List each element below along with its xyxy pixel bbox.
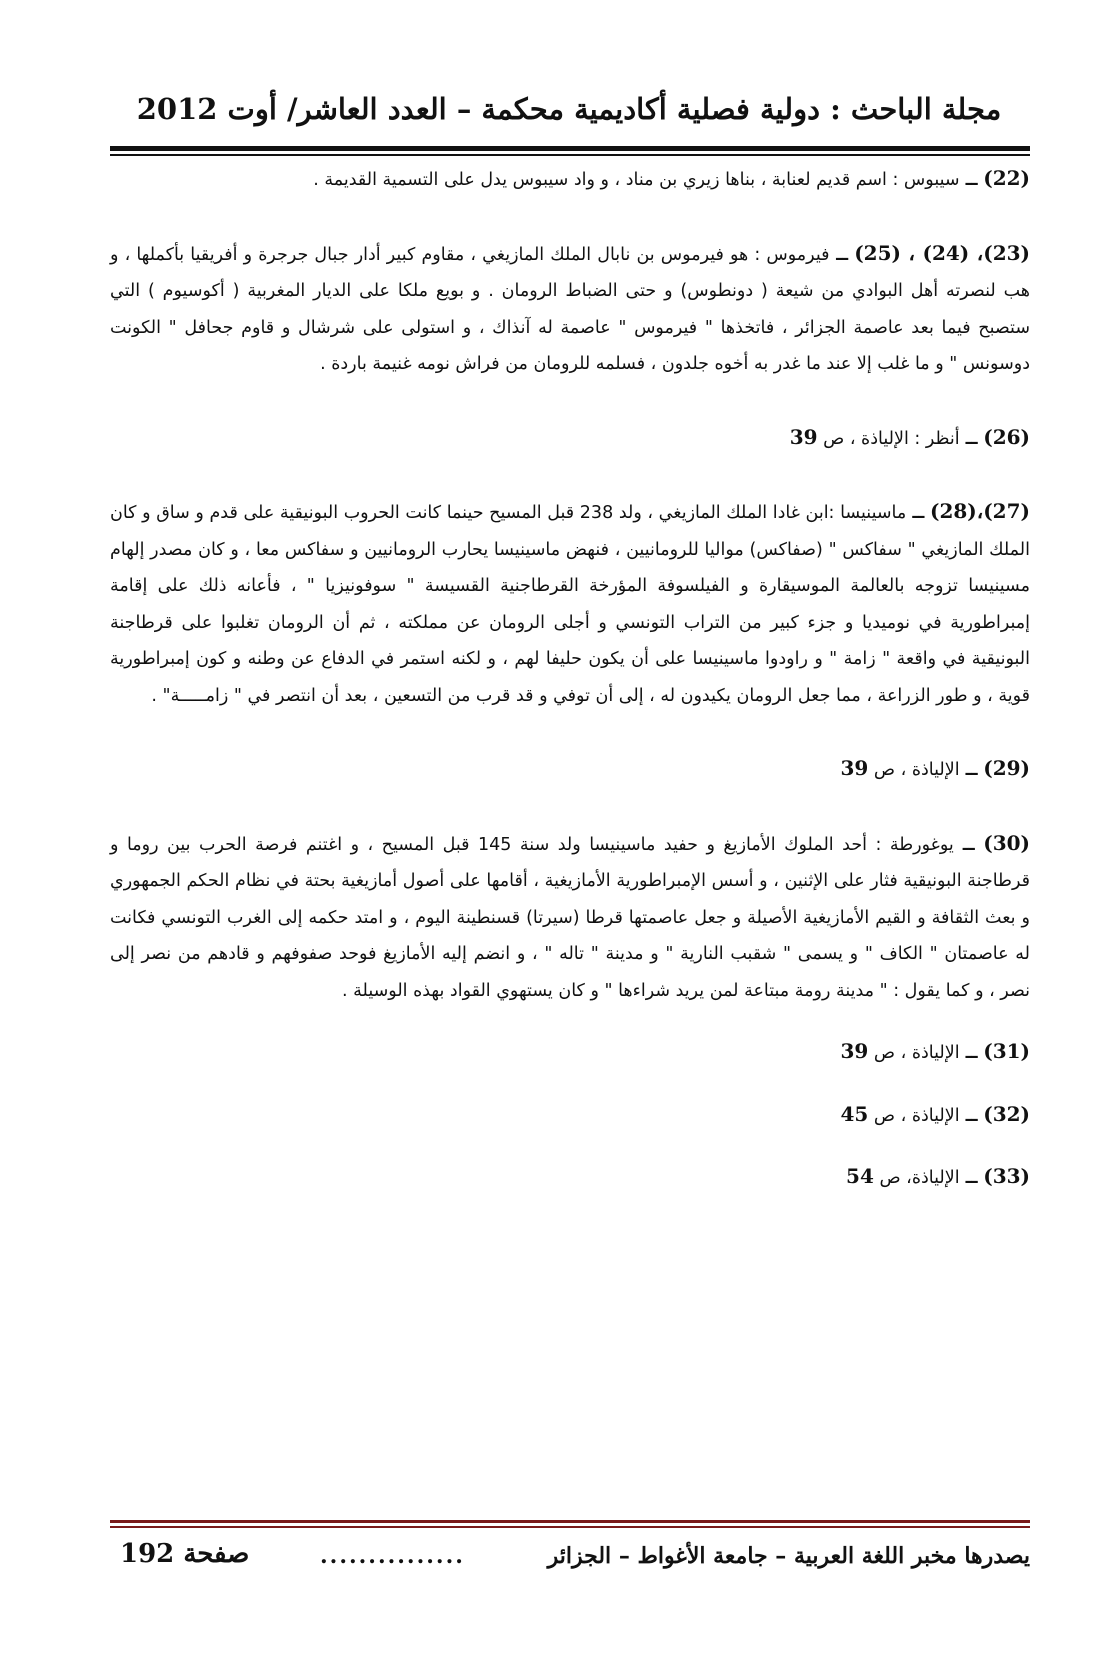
footnote-text: الإلياذة ، ص bbox=[868, 1043, 960, 1063]
footnote-number: (30) bbox=[983, 830, 1031, 855]
footnote-number: (29) bbox=[983, 756, 1030, 780]
footer-rule-thin bbox=[110, 1526, 1030, 1528]
footnote-26: (26) ــ أنظر : الإلياذة ، ص 39 bbox=[789, 424, 1030, 449]
footnote-number: (31) bbox=[983, 1039, 1030, 1063]
page-reference: 39 bbox=[840, 1039, 869, 1063]
publisher-line: يصدرها مخبر اللغة العربية – جامعة الأغواط – الجزائر bbox=[547, 1543, 1030, 1569]
page-reference: 54 bbox=[846, 1164, 874, 1188]
page-reference: 39 bbox=[840, 756, 869, 780]
footnote-text: الإلياذة ، ص bbox=[868, 1105, 960, 1126]
footnote-text: الإلياذة ، ص bbox=[868, 760, 960, 780]
footnote-text: الإلياذة، ص bbox=[873, 1168, 960, 1188]
footnote-number: (26) bbox=[983, 424, 1030, 449]
footnote-number: (33) bbox=[983, 1164, 1030, 1188]
page-reference: 39 bbox=[789, 424, 818, 449]
footnote-32: (32) ــ الإلياذة ، ص 45 bbox=[840, 1101, 1030, 1126]
footnote-text: ماسينيسا :ابن غادا الملك المازيغي ، ولد 238 قبل المسيح حينما كانت الحروب البونيقية على قدم و ساق و كان الملك المازيغي " سفاكس " (صفاكس) مواليا للرومانيين ، فنهض ماسينيسا يحارب الرومانيين و سفاكس معا ، و كان مصدر إلهام مسينيسا تزوجه بالعالمة الموسيقارة و الفيلسوفة المؤرخة القرطاجنية القسيسة " سوفونيزيا " ، فأعانه ذلك على إقامة إمبراطورية في نوميديا و جزء كبير من التراب التونسي و أجلى الرومان عن مملكته ، ثم أن الرومان تغلبوا على قرطاجنة البونيقية في واقعة " زامة " و راودوا ماسينيسا على أن يكون حليفا لهم ، و لكنه استمر في الدفاع عن وطنه و كون إمبراطورية قوية ، و طور الزراعة ، مما جعل الرومان يكيدون له ، إلى أن توفي و قد قرب من التسعين ، بعد أن انتصر في " زامـــــة" . bbox=[110, 503, 1030, 706]
footnote-31: (31) ــ الإلياذة ، ص 39 bbox=[840, 1039, 1030, 1063]
footnote-30: (30) ــ يوغورطة : أحد الملوك الأمازيغ و حفيد ماسينيسا ولد سنة 145 قبل المسيح ، و اغتنم فرصة الحرب بين روما و قرطاجنة البونيقية فثار على الإثنين ، و أسس الإمبراطورية الأمازيغية ، أقامها على أصول أمازيغية بحتة في نظام الحكم الجمهوري و بعث الثقافة و القيم الأمازيغية الأصيلة و جعل عاصمتها قرطا (سيرتا) قسنطينة اليوم ، و امتد حكمه إلى الغرب التونسي فكانت له عاصمتان " الكاف " و يسمى " شقبب النارية " و مدينة " تاله " ، و انضم إليه الأمازيغ فوحد صفوفهم و قادهم من نصر إلى نصر ، و كما يقول : " مدينة رومة مبتاعة لمن يريد شراءها " و كان يستهوي القواد بهذه الوسيلة . bbox=[110, 830, 1031, 1001]
header-rule-thick bbox=[110, 146, 1030, 151]
footnote-number: (22) bbox=[983, 166, 1030, 190]
footnote-29: (29) ــ الإلياذة ، ص 39 bbox=[840, 756, 1030, 780]
page-footer bbox=[110, 1537, 1030, 1577]
journal-header-title: مجلة الباحث : دولية فصلية أكاديمية محكمة – العدد العاشر/ أوت 2012 bbox=[136, 92, 1002, 126]
footer-dots: ............... bbox=[320, 1543, 465, 1569]
footnote-text: يوغورطة : أحد الملوك الأمازيغ و حفيد ماسينيسا ولد سنة 145 قبل المسيح ، و اغتنم فرصة الحرب بين روما و قرطاجنة البونيقية فثار على الإثنين ، و أسس الإمبراطورية الأمازيغية ، أقامها على أصول أمازيغية بحتة في نظام الحكم الجمهوري و بعث الثقافة و القيم الأمازيغية الأصيلة و جعل عاصمتها قرطا (سيرتا) قسنطينة اليوم ، و امتد حكمه إلى الغرب التونسي فكانت له عاصمتان " الكاف " و يسمى " شقبب النارية " و مدينة " تاله " ، و انضم إليه الأمازيغ فوحد صفوفهم و قادهم من نصر إلى نصر ، و كما يقول : " مدينة رومة مبتاعة لمن يريد شراءها " و كان يستهوي القواد بهذه الوسيلة . bbox=[110, 834, 1030, 1001]
footer-rule-thick bbox=[110, 1520, 1030, 1523]
footnotes-section bbox=[110, 160, 1030, 1197]
footnote-33: (33) ــ الإلياذة، ص 54 bbox=[846, 1164, 1030, 1188]
footnote-text: سيبوس : اسم قديم لعنابة ، بناها زيري بن مناد ، و واد سيبوس يدل على التسمية القديمة . bbox=[313, 170, 960, 190]
footnote-27-28: (27)،(28) ــ ماسينيسا :ابن غادا الملك المازيغي ، ولد 238 قبل المسيح حينما كانت الحروب البونيقية على قدم و ساق و كان الملك المازيغي " سفاكس " (صفاكس) مواليا للرومانيين ، فنهض ماسينيسا يحارب الرومانيين و سفاكس معا ، و كان مصدر إلهام مسينيسا تزوجه بالعالمة الموسيقارة و الفيلسوفة المؤرخة القرطاجنية القسيسة " سوفونيزيا " ، فأعانه ذلك على إقامة إمبراطورية في نوميديا و جزء كبير من التراب التونسي و أجلى الرومان عن مملكته ، ثم أن الرومان تغلبوا على قرطاجنة البونيقية في واقعة " زامة " و راودوا ماسينيسا على أن يكون حليفا لهم ، و لكنه استمر في الدفاع عن وطنه و كون إمبراطورية قوية ، و طور الزراعة ، مما جعل الرومان يكيدون له ، إلى أن توفي و قد قرب من التسعين ، بعد أن انتصر في " زامـــــة" . bbox=[110, 499, 1030, 706]
page-reference: 45 bbox=[840, 1101, 869, 1126]
footnote-text: فيرموس : هو فيرموس بن نابال الملك المازيغي ، مقاوم كبير أدار جبال جرجرة و أفريقيا بأكملها ، و هب لنصرته أهل البوادي من شيعة ( دونطوس) و حتى الضباط الرومان . و بويع ملكا على الديار المغربية ( أكوسيوم ) التي ستصبح فيما بعد عاصمة الجزائر ، فاتخذها " فيرموس " عاصمة له آنذاك ، و استولى على شرشال و قاوم جحافل " الكونت دوسونس " و ما غلب إلا عند ما غدر به أخوه جلدون ، فسلمه للرومان من فراش نومه غنيمة باردة . bbox=[110, 244, 1030, 374]
footnote-22: (22) ــ سيبوس : اسم قديم لعنابة ، بناها زيري بن مناد ، و واد سيبوس يدل على التسمية القديمة . bbox=[313, 166, 1030, 190]
footnote-number: (32) bbox=[983, 1101, 1030, 1126]
footnote-number: (23)، (24) ، (25) bbox=[854, 240, 1030, 265]
footnote-23-25: (23)، (24) ، (25) ــ فيرموس : هو فيرموس بن نابال الملك المازيغي ، مقاوم كبير أدار جبال جرجرة و أفريقيا بأكملها ، و هب لنصرته أهل البوادي من شيعة ( دونطوس) و حتى الضباط الرومان . و بويع ملكا على الديار المغربية ( أكوسيوم ) التي ستصبح فيما بعد عاصمة الجزائر ، فاتخذها " فيرموس " عاصمة له آنذاك ، و استولى على شرشال و قاوم جحافل " الكونت دوسونس " و ما غلب إلا عند ما غدر به أخوه جلدون ، فسلمه للرومان من فراش نومه غنيمة باردة . bbox=[110, 240, 1030, 374]
footnote-text: أنظر : الإلياذة ، ص bbox=[817, 428, 960, 449]
header-rule-thin bbox=[110, 154, 1030, 156]
footnote-number: (27)،(28) bbox=[929, 499, 1030, 523]
page-number: صفحة 192 bbox=[120, 1539, 250, 1569]
